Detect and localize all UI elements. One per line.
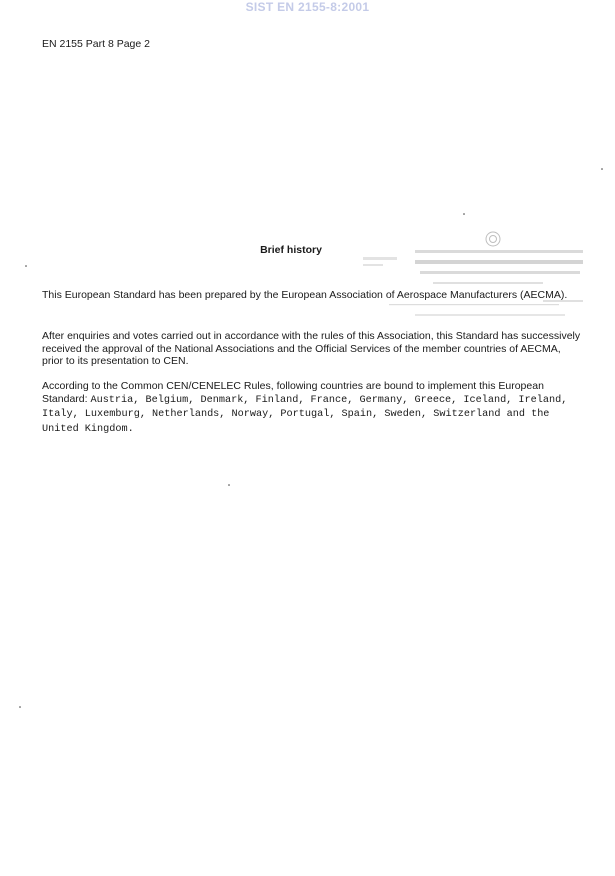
scan-speck bbox=[228, 484, 230, 486]
scan-speck bbox=[19, 706, 21, 708]
paragraph-preparation: This European Standard has been prepared by the European Association of Aerospace Manufacturers (AECMA). bbox=[42, 289, 568, 301]
paragraph-implementation bbox=[42, 380, 582, 436]
paragraph-approval: After enquiries and votes carried out in accordance with the rules of this Association, this Standard has successively received the approval of the National Associations and the Official Services of the member countries of AECMA, prior to its presentation to CEN. bbox=[42, 330, 581, 367]
country-list: Austria, Belgium, Denmark, Finland, France, Germany, Greece, Iceland, Ireland, Italy, Luxemburg, Netherlands, Norway, Portugal, Spain, Sweden, Switzerland and the United Kingdom. bbox=[42, 394, 574, 435]
implementation-intro: According to the Common CEN/CENELEC Rules, following countries are bound to implement this European Standard: bbox=[42, 380, 544, 405]
page-header: EN 2155 Part 8 Page 2 bbox=[42, 38, 150, 50]
scan-speck bbox=[601, 168, 603, 170]
section-title: Brief history bbox=[260, 244, 322, 256]
scan-speck bbox=[25, 265, 27, 267]
scan-speck bbox=[463, 213, 465, 215]
document-watermark: SIST EN 2155-8:2001 bbox=[245, 0, 370, 14]
